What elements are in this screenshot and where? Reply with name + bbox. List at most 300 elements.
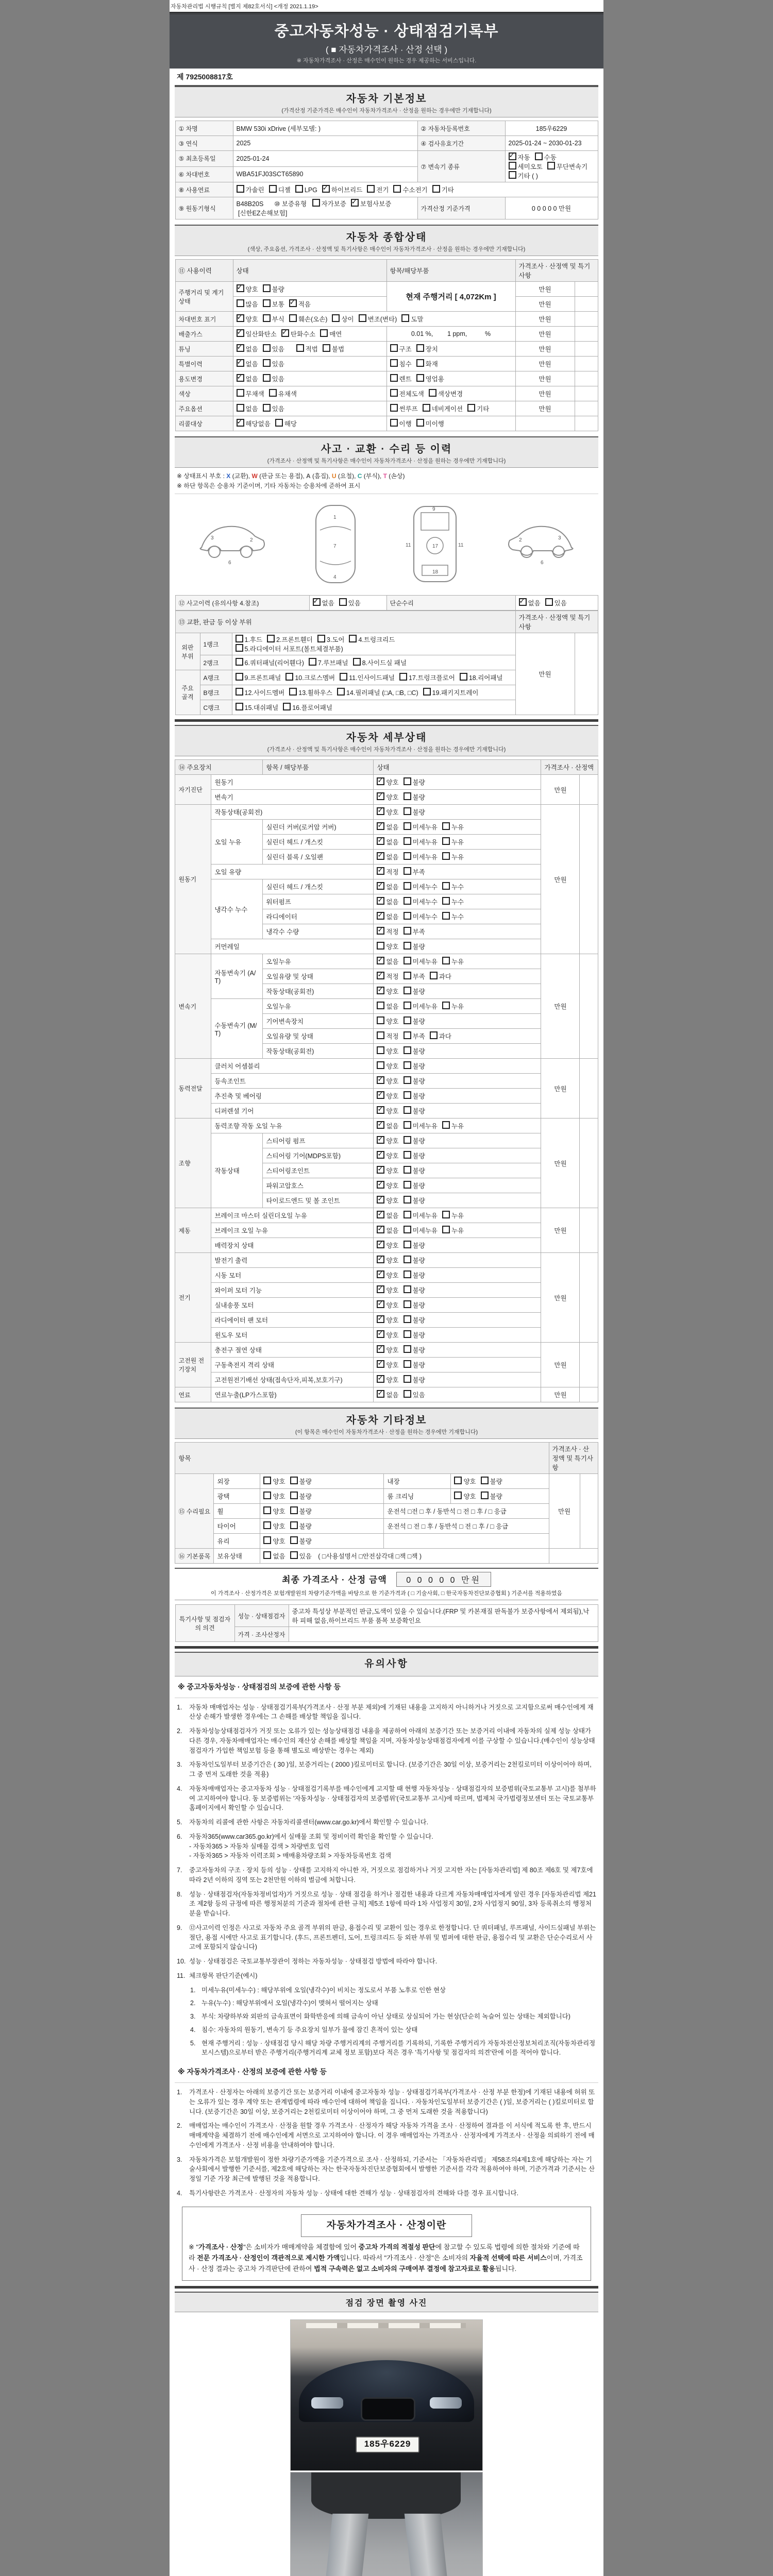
checkbox-icon[interactable] xyxy=(404,1375,411,1383)
checkbox-option[interactable] xyxy=(377,1390,398,1399)
checkbox-option[interactable] xyxy=(390,374,412,383)
checkbox-option[interactable] xyxy=(263,374,284,383)
checkbox-icon[interactable] xyxy=(535,152,543,160)
checkbox-option[interactable] xyxy=(423,404,463,413)
checkbox-option[interactable] xyxy=(377,1121,398,1130)
checkbox-icon[interactable] xyxy=(317,635,325,642)
checkbox-option[interactable] xyxy=(337,688,418,697)
checkbox-checked-icon[interactable] xyxy=(377,1285,384,1293)
checkbox-icon[interactable] xyxy=(416,344,424,352)
checkbox-checked-icon[interactable] xyxy=(377,1196,384,1204)
checkbox-checked-icon[interactable] xyxy=(377,1226,384,1233)
checkbox-checked-icon[interactable] xyxy=(313,598,321,606)
checkbox-checked-icon[interactable] xyxy=(519,598,527,606)
checkbox-checked-icon[interactable] xyxy=(237,344,244,352)
checkbox-option[interactable] xyxy=(404,1121,438,1130)
checkbox-icon[interactable] xyxy=(404,1076,411,1084)
checkbox-checked-icon[interactable] xyxy=(377,1106,384,1114)
checkbox-icon[interactable] xyxy=(481,1492,489,1499)
checkbox-option[interactable] xyxy=(317,635,345,644)
checkbox-icon[interactable] xyxy=(404,792,411,800)
checkbox-option[interactable] xyxy=(377,1256,398,1265)
checkbox-icon[interactable] xyxy=(377,1061,384,1069)
checkbox-icon[interactable] xyxy=(404,927,411,935)
checkbox-icon[interactable] xyxy=(423,688,431,696)
checkbox-option[interactable] xyxy=(377,1300,398,1310)
checkbox-icon[interactable] xyxy=(390,359,398,367)
checkbox-icon[interactable] xyxy=(263,1536,271,1544)
checkbox-icon[interactable] xyxy=(236,644,243,652)
checkbox-icon[interactable] xyxy=(442,1121,450,1129)
checkbox-icon[interactable] xyxy=(323,344,330,352)
checkbox-icon[interactable] xyxy=(423,404,430,412)
checkbox-checked-icon[interactable] xyxy=(377,912,384,920)
checkbox-option[interactable] xyxy=(545,598,567,607)
checkbox-icon[interactable] xyxy=(547,162,555,170)
checkbox-option[interactable] xyxy=(267,635,313,644)
checkbox-icon[interactable] xyxy=(320,329,328,337)
checkbox-option[interactable] xyxy=(351,199,391,208)
checkbox-option[interactable] xyxy=(377,972,398,981)
checkbox-icon[interactable] xyxy=(404,1360,411,1368)
checkbox-checked-icon[interactable] xyxy=(377,1076,384,1084)
checkbox-icon[interactable] xyxy=(236,673,243,681)
checkbox-option[interactable] xyxy=(404,1091,425,1100)
checkbox-icon[interactable] xyxy=(404,867,411,875)
checkbox-option[interactable] xyxy=(404,1256,425,1265)
checkbox-option[interactable] xyxy=(404,912,438,921)
checkbox-icon[interactable] xyxy=(290,1492,298,1499)
checkbox-checked-icon[interactable] xyxy=(377,897,384,905)
checkbox-option[interactable] xyxy=(390,359,412,368)
checkbox-icon[interactable] xyxy=(442,1211,450,1218)
checkbox-option[interactable] xyxy=(390,344,412,353)
checkbox-icon[interactable] xyxy=(404,1345,411,1353)
checkbox-option[interactable] xyxy=(442,1211,464,1220)
checkbox-option[interactable] xyxy=(377,1226,398,1235)
checkbox-option[interactable] xyxy=(349,635,395,644)
checkbox-icon[interactable] xyxy=(263,344,271,352)
checkbox-option[interactable] xyxy=(404,1300,425,1310)
checkbox-option[interactable] xyxy=(237,185,264,194)
checkbox-option[interactable] xyxy=(442,882,464,891)
checkbox-option[interactable] xyxy=(377,1002,398,1011)
checkbox-option[interactable] xyxy=(377,822,398,832)
checkbox-icon[interactable] xyxy=(263,314,271,322)
checkbox-option[interactable] xyxy=(390,404,418,413)
checkbox-icon[interactable] xyxy=(404,1226,411,1233)
checkbox-icon[interactable] xyxy=(349,635,357,642)
checkbox-icon[interactable] xyxy=(312,199,320,207)
checkbox-icon[interactable] xyxy=(237,299,244,307)
checkbox-icon[interactable] xyxy=(404,1196,411,1204)
checkbox-option[interactable] xyxy=(237,374,258,383)
checkbox-option[interactable] xyxy=(263,1506,285,1516)
checkbox-icon[interactable] xyxy=(290,1536,298,1544)
checkbox-icon[interactable] xyxy=(404,1136,411,1144)
checkbox-checked-icon[interactable] xyxy=(377,837,384,845)
checkbox-icon[interactable] xyxy=(263,1477,271,1484)
checkbox-option[interactable] xyxy=(430,1031,451,1041)
checkbox-option[interactable] xyxy=(313,598,334,607)
checkbox-option[interactable] xyxy=(404,1226,438,1235)
checkbox-option[interactable] xyxy=(404,1330,425,1340)
checkbox-icon[interactable] xyxy=(404,1211,411,1218)
checkbox-option[interactable] xyxy=(423,688,479,697)
checkbox-icon[interactable] xyxy=(404,1270,411,1278)
checkbox-checked-icon[interactable] xyxy=(281,329,289,337)
checkbox-icon[interactable] xyxy=(442,1002,450,1009)
checkbox-icon[interactable] xyxy=(404,1106,411,1114)
checkbox-icon[interactable] xyxy=(399,673,407,681)
checkbox-option[interactable] xyxy=(236,658,304,667)
checkbox-icon[interactable] xyxy=(404,1121,411,1129)
checkbox-option[interactable] xyxy=(309,658,348,667)
checkbox-icon[interactable] xyxy=(263,374,271,382)
checkbox-icon[interactable] xyxy=(442,852,450,860)
checkbox-option[interactable] xyxy=(377,1016,398,1026)
checkbox-option[interactable] xyxy=(236,644,343,653)
checkbox-option[interactable] xyxy=(237,359,258,368)
checkbox-icon[interactable] xyxy=(377,1016,384,1024)
checkbox-icon[interactable] xyxy=(404,897,411,905)
checkbox-option[interactable] xyxy=(332,314,354,324)
checkbox-icon[interactable] xyxy=(432,185,440,193)
checkbox-option[interactable] xyxy=(367,185,389,194)
checkbox-checked-icon[interactable] xyxy=(289,299,297,307)
checkbox-option[interactable] xyxy=(404,822,438,832)
checkbox-option[interactable] xyxy=(237,404,258,413)
checkbox-option[interactable] xyxy=(377,897,398,906)
checkbox-option[interactable] xyxy=(509,152,530,162)
checkbox-option[interactable] xyxy=(404,807,425,817)
checkbox-icon[interactable] xyxy=(404,1315,411,1323)
checkbox-icon[interactable] xyxy=(404,882,411,890)
checkbox-icon[interactable] xyxy=(442,897,450,905)
checkbox-checked-icon[interactable] xyxy=(351,199,359,207)
checkbox-icon[interactable] xyxy=(340,673,347,681)
checkbox-option[interactable] xyxy=(236,688,285,697)
checkbox-icon[interactable] xyxy=(404,1300,411,1308)
checkbox-option[interactable] xyxy=(404,1002,438,1011)
checkbox-option[interactable] xyxy=(290,1492,312,1501)
checkbox-option[interactable] xyxy=(377,807,398,817)
checkbox-icon[interactable] xyxy=(367,185,375,193)
checkbox-icon[interactable] xyxy=(404,1390,411,1398)
checkbox-option[interactable] xyxy=(377,1285,398,1295)
checkbox-option[interactable] xyxy=(404,1241,425,1250)
checkbox-option[interactable] xyxy=(359,314,397,324)
checkbox-icon[interactable] xyxy=(290,1521,298,1529)
checkbox-option[interactable] xyxy=(263,1551,285,1561)
checkbox-checked-icon[interactable] xyxy=(377,1241,384,1248)
checkbox-icon[interactable] xyxy=(236,703,243,710)
checkbox-icon[interactable] xyxy=(404,1241,411,1248)
checkbox-option[interactable] xyxy=(377,1330,398,1340)
checkbox-option[interactable] xyxy=(404,1151,425,1160)
checkbox-option[interactable] xyxy=(263,1536,285,1546)
checkbox-option[interactable] xyxy=(289,314,328,324)
checkbox-icon[interactable] xyxy=(481,1477,489,1484)
checkbox-option[interactable] xyxy=(401,314,423,324)
checkbox-option[interactable] xyxy=(237,389,264,398)
checkbox-icon[interactable] xyxy=(404,1016,411,1024)
checkbox-option[interactable] xyxy=(237,344,258,353)
checkbox-option[interactable] xyxy=(442,837,464,846)
checkbox-option[interactable] xyxy=(404,957,438,966)
checkbox-option[interactable] xyxy=(236,703,279,712)
checkbox-option[interactable] xyxy=(404,1076,425,1086)
checkbox-option[interactable] xyxy=(290,1551,312,1561)
checkbox-icon[interactable] xyxy=(332,314,340,322)
checkbox-option[interactable] xyxy=(237,299,258,309)
checkbox-icon[interactable] xyxy=(289,688,297,696)
checkbox-option[interactable] xyxy=(404,1031,425,1041)
checkbox-icon[interactable] xyxy=(339,598,347,606)
checkbox-icon[interactable] xyxy=(263,1506,271,1514)
checkbox-checked-icon[interactable] xyxy=(377,1270,384,1278)
checkbox-checked-icon[interactable] xyxy=(377,1360,384,1368)
checkbox-option[interactable] xyxy=(404,1046,425,1056)
checkbox-option[interactable] xyxy=(404,1016,425,1026)
checkbox-icon[interactable] xyxy=(404,777,411,785)
checkbox-option[interactable] xyxy=(377,1181,398,1190)
checkbox-icon[interactable] xyxy=(404,1031,411,1039)
checkbox-option[interactable] xyxy=(481,1492,502,1501)
checkbox-checked-icon[interactable] xyxy=(509,152,516,160)
checkbox-option[interactable] xyxy=(547,162,587,171)
checkbox-option[interactable] xyxy=(404,1390,425,1399)
checkbox-option[interactable] xyxy=(377,837,398,846)
checkbox-icon[interactable] xyxy=(269,185,277,193)
checkbox-option[interactable] xyxy=(404,972,425,981)
checkbox-option[interactable] xyxy=(393,185,427,194)
checkbox-option[interactable] xyxy=(404,852,438,861)
checkbox-option[interactable] xyxy=(263,1521,285,1531)
checkbox-icon[interactable] xyxy=(404,912,411,920)
checkbox-icon[interactable] xyxy=(263,1521,271,1529)
checkbox-icon[interactable] xyxy=(236,688,243,696)
checkbox-icon[interactable] xyxy=(404,822,411,830)
checkbox-option[interactable] xyxy=(377,987,398,996)
checkbox-option[interactable] xyxy=(404,1360,425,1369)
checkbox-option[interactable] xyxy=(377,1091,398,1100)
checkbox-option[interactable] xyxy=(442,957,464,966)
checkbox-icon[interactable] xyxy=(404,852,411,860)
checkbox-checked-icon[interactable] xyxy=(377,1300,384,1308)
checkbox-option[interactable] xyxy=(339,598,361,607)
checkbox-checked-icon[interactable] xyxy=(377,1136,384,1144)
checkbox-option[interactable] xyxy=(377,867,398,876)
checkbox-option[interactable] xyxy=(269,185,291,194)
checkbox-checked-icon[interactable] xyxy=(377,822,384,830)
checkbox-option[interactable] xyxy=(236,635,263,644)
checkbox-icon[interactable] xyxy=(285,673,293,681)
checkbox-checked-icon[interactable] xyxy=(322,185,330,193)
checkbox-option[interactable] xyxy=(322,185,362,194)
checkbox-icon[interactable] xyxy=(404,837,411,845)
checkbox-option[interactable] xyxy=(263,1492,285,1501)
checkbox-checked-icon[interactable] xyxy=(377,1181,384,1189)
checkbox-checked-icon[interactable] xyxy=(377,957,384,964)
checkbox-checked-icon[interactable] xyxy=(377,987,384,994)
checkbox-icon[interactable] xyxy=(290,1551,298,1559)
checkbox-icon[interactable] xyxy=(404,1061,411,1069)
checkbox-option[interactable] xyxy=(377,882,398,891)
checkbox-icon[interactable] xyxy=(404,987,411,994)
checkbox-checked-icon[interactable] xyxy=(377,792,384,800)
checkbox-option[interactable] xyxy=(404,777,425,787)
checkbox-checked-icon[interactable] xyxy=(377,807,384,815)
checkbox-option[interactable] xyxy=(377,1345,398,1354)
checkbox-option[interactable] xyxy=(263,1477,285,1486)
checkbox-icon[interactable] xyxy=(430,1031,438,1039)
checkbox-icon[interactable] xyxy=(404,972,411,979)
checkbox-checked-icon[interactable] xyxy=(377,972,384,979)
checkbox-option[interactable] xyxy=(416,344,438,353)
checkbox-icon[interactable] xyxy=(263,359,271,367)
checkbox-option[interactable] xyxy=(377,1136,398,1145)
checkbox-option[interactable] xyxy=(377,927,398,936)
checkbox-icon[interactable] xyxy=(404,1002,411,1009)
checkbox-option[interactable] xyxy=(377,1166,398,1175)
checkbox-icon[interactable] xyxy=(545,598,553,606)
checkbox-checked-icon[interactable] xyxy=(377,867,384,875)
checkbox-icon[interactable] xyxy=(377,1046,384,1054)
checkbox-checked-icon[interactable] xyxy=(237,359,244,367)
checkbox-icon[interactable] xyxy=(404,1256,411,1263)
checkbox-icon[interactable] xyxy=(237,389,244,397)
checkbox-icon[interactable] xyxy=(404,957,411,964)
checkbox-icon[interactable] xyxy=(237,404,244,412)
checkbox-option[interactable] xyxy=(377,1046,398,1056)
checkbox-option[interactable] xyxy=(404,1166,425,1175)
checkbox-option[interactable] xyxy=(404,1196,425,1205)
checkbox-icon[interactable] xyxy=(404,1151,411,1159)
checkbox-option[interactable] xyxy=(535,152,557,162)
checkbox-option[interactable] xyxy=(237,419,271,428)
checkbox-checked-icon[interactable] xyxy=(377,927,384,935)
checkbox-icon[interactable] xyxy=(236,658,243,666)
checkbox-icon[interactable] xyxy=(416,359,424,367)
checkbox-icon[interactable] xyxy=(509,162,516,170)
checkbox-option[interactable] xyxy=(404,1270,425,1280)
checkbox-option[interactable] xyxy=(377,1061,398,1071)
checkbox-checked-icon[interactable] xyxy=(377,1345,384,1353)
checkbox-option[interactable] xyxy=(442,897,464,906)
checkbox-icon[interactable] xyxy=(442,1226,450,1233)
checkbox-option[interactable] xyxy=(295,185,317,194)
checkbox-icon[interactable] xyxy=(401,314,409,322)
checkbox-option[interactable] xyxy=(283,703,332,712)
checkbox-option[interactable] xyxy=(263,359,284,368)
checkbox-icon[interactable] xyxy=(442,957,450,964)
checkbox-option[interactable] xyxy=(399,673,455,682)
checkbox-option[interactable] xyxy=(323,344,344,353)
checkbox-option[interactable] xyxy=(430,972,451,981)
checkbox-option[interactable] xyxy=(269,389,297,398)
checkbox-option[interactable] xyxy=(340,673,395,682)
checkbox-option[interactable] xyxy=(281,329,315,338)
checkbox-checked-icon[interactable] xyxy=(377,1091,384,1099)
checkbox-icon[interactable] xyxy=(377,942,384,950)
checkbox-option[interactable] xyxy=(377,957,398,966)
checkbox-option[interactable] xyxy=(285,673,335,682)
checkbox-icon[interactable] xyxy=(404,942,411,950)
checkbox-icon[interactable] xyxy=(442,822,450,830)
checkbox-icon[interactable] xyxy=(237,185,244,193)
checkbox-option[interactable] xyxy=(509,162,543,171)
checkbox-option[interactable] xyxy=(509,171,538,180)
checkbox-option[interactable] xyxy=(432,185,454,194)
checkbox-option[interactable] xyxy=(296,344,318,353)
checkbox-option[interactable] xyxy=(429,389,463,398)
checkbox-icon[interactable] xyxy=(390,419,398,427)
checkbox-icon[interactable] xyxy=(393,185,401,193)
checkbox-icon[interactable] xyxy=(390,389,398,397)
checkbox-checked-icon[interactable] xyxy=(377,1166,384,1174)
checkbox-checked-icon[interactable] xyxy=(377,1375,384,1383)
checkbox-option[interactable] xyxy=(404,1345,425,1354)
checkbox-option[interactable] xyxy=(404,927,425,936)
checkbox-icon[interactable] xyxy=(454,1477,462,1484)
checkbox-icon[interactable] xyxy=(353,658,361,666)
checkbox-option[interactable] xyxy=(454,1477,476,1486)
checkbox-option[interactable] xyxy=(377,777,398,787)
checkbox-icon[interactable] xyxy=(429,389,436,397)
checkbox-option[interactable] xyxy=(377,1106,398,1115)
checkbox-option[interactable] xyxy=(377,1360,398,1369)
checkbox-option[interactable] xyxy=(404,1181,425,1190)
checkbox-icon[interactable] xyxy=(263,1551,271,1559)
checkbox-icon[interactable] xyxy=(236,635,243,642)
checkbox-checked-icon[interactable] xyxy=(237,314,244,322)
checkbox-icon[interactable] xyxy=(404,1285,411,1293)
checkbox-icon[interactable] xyxy=(377,1031,384,1039)
checkbox-option[interactable] xyxy=(404,1211,438,1220)
checkbox-option[interactable] xyxy=(377,1151,398,1160)
checkbox-checked-icon[interactable] xyxy=(377,1151,384,1159)
checkbox-icon[interactable] xyxy=(442,882,450,890)
checkbox-option[interactable] xyxy=(263,299,284,309)
checkbox-option[interactable] xyxy=(377,912,398,921)
checkbox-icon[interactable] xyxy=(263,284,271,292)
checkbox-option[interactable] xyxy=(404,1136,425,1145)
checkbox-option[interactable] xyxy=(442,1226,464,1235)
checkbox-icon[interactable] xyxy=(416,374,424,382)
checkbox-icon[interactable] xyxy=(263,1492,271,1499)
checkbox-icon[interactable] xyxy=(290,1506,298,1514)
checkbox-option[interactable] xyxy=(390,419,412,428)
checkbox-icon[interactable] xyxy=(467,404,475,412)
checkbox-icon[interactable] xyxy=(390,404,398,412)
checkbox-option[interactable] xyxy=(404,1375,425,1384)
checkbox-option[interactable] xyxy=(442,852,464,861)
checkbox-option[interactable] xyxy=(454,1492,476,1501)
checkbox-option[interactable] xyxy=(263,404,284,413)
checkbox-icon[interactable] xyxy=(263,404,271,412)
checkbox-icon[interactable] xyxy=(359,314,366,322)
checkbox-icon[interactable] xyxy=(390,374,398,382)
checkbox-option[interactable] xyxy=(390,389,424,398)
checkbox-checked-icon[interactable] xyxy=(377,1315,384,1323)
checkbox-option[interactable] xyxy=(263,314,284,324)
checkbox-option[interactable] xyxy=(377,1031,398,1041)
checkbox-option[interactable] xyxy=(377,1196,398,1205)
checkbox-option[interactable] xyxy=(290,1536,312,1546)
checkbox-option[interactable] xyxy=(404,1106,425,1115)
checkbox-option[interactable] xyxy=(263,344,284,353)
